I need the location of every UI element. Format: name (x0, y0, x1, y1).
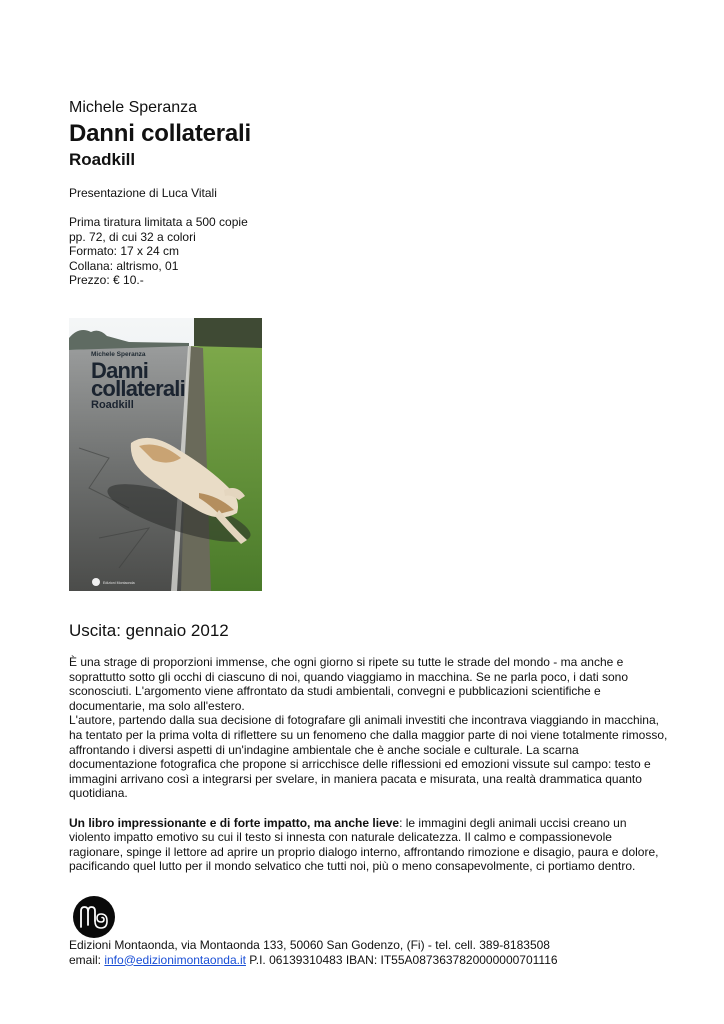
author-name: Michele Speranza (69, 99, 198, 116)
description-paragraph-2: L'autore, partendo dalla sua decisione di fotografare gli animali investiti che incontrava viaggiando in macchina, ha tentato per la prima volta di riflettere su un fenomeno che dalla maggior parte di noi viene totalmente rimosso, affrontando i diversi aspetti di un'indagine ambientale che è anche sociale e culturale. La scarna documentazione fotografica che propone si arricchisce delle riflessioni ed emozioni vissute sul campo: testo e immagini arrivano così a integrarsi per svelare, in maniera pacata e misurata, una realtà drammatica quanto quotidiana. (69, 713, 668, 801)
book-cover-image (69, 318, 262, 591)
email-label: email: (69, 952, 105, 967)
spec-format: Formato: 17 x 24 cm (69, 244, 180, 259)
book-title: Danni collaterali (69, 120, 251, 147)
cover-title-line1: Danni (91, 358, 149, 383)
spec-pages: pp. 72, di cui 32 a colori (69, 229, 196, 244)
book-specs (69, 215, 248, 288)
highlight-statement: Un libro impressionante e di forte impatto, ma anche lieve (69, 815, 400, 830)
tax-iban-info: P.I. 06139310483 IBAN: IT55A0873637820000000701116 (245, 952, 558, 967)
cover-subtitle: Roadkill (91, 399, 134, 411)
publisher-footer (69, 938, 558, 967)
publisher-address: Edizioni Montaonda, via Montaonda 133, 50060 San Godenzo, (Fi) - tel. cell. 389-8183508 (69, 938, 550, 952)
publisher-contacts (69, 953, 558, 968)
cover-publisher: Edizioni Montaonda (103, 581, 135, 585)
description-paragraph-3 (69, 816, 669, 874)
spec-price: Prezzo: € 10.- (69, 273, 144, 288)
email-link[interactable]: info@edizionimontaonda.it (104, 952, 246, 967)
presentation-line: Presentazione di Luca Vitali (69, 186, 217, 200)
montaonda-logo-icon (72, 895, 116, 939)
description-paragraph-3-text: : le immagini degli animali uccisi creano un violento impatto emotivo su cui il testo si innesta con naturale delicatezza. Il calmo e compassionevole ragionare, spinge il lettore ad aprire un proprio dialogo interno, affrontando rimozione e disagio, paura e dolore, pacificando quel lutto per il mondo selvatico che tutti noi, più o meno consapevolmente, ci portiamo dentro. (69, 815, 659, 874)
cover-publisher-logo-icon (92, 578, 100, 586)
spec-print-run: Prima tiratura limitata a 500 copie (69, 215, 248, 229)
book-subtitle: Roadkill (69, 150, 136, 169)
spec-series: Collana: altrismo, 01 (69, 258, 179, 273)
cover-author: Michele Speranza (91, 351, 146, 358)
cover-title-line2: collaterali (91, 376, 185, 401)
release-date: Uscita: gennaio 2012 (69, 621, 229, 640)
description-body (69, 655, 669, 874)
description-paragraph-1: È una strage di proporzioni immense, che ogni giorno si ripete su tutte le strade del mondo - ma anche e soprattutto sotto gli occhi di ciascuno di noi, quando viaggiamo in macchina. Se ne parla poco, i dati sono sconosciuti. L'argomento viene affrontato da studi ambientali, convegni e pubblicazioni scientifiche e documentarie, ma solo all'estero. (69, 655, 629, 713)
